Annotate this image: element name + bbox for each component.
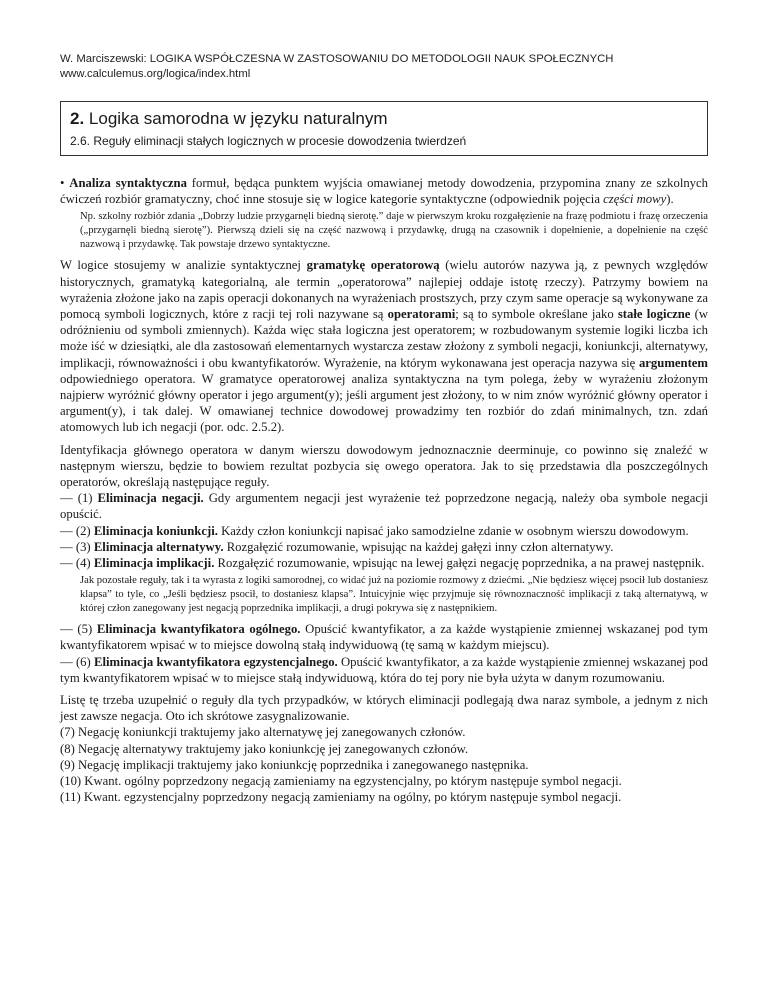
rule-prefix: — (5)	[60, 622, 97, 637]
rule-text: Opuścić kwantyfikator, a za każde wystąpienie zmiennej wskazanej pod tym kwantyfikatorem wpisać w to miejsce dowolną stałą indywiduową (tę samą w każdym miejscu).	[60, 622, 709, 653]
header-author-title: W. Marciszewski: LOGIKA WSPÓŁCZESNA W ZASTOSOWANIU DO METODOLOGII NAUK SPOŁECZNYCH	[60, 53, 614, 65]
chapter-title-text: Logika samorodna w języku naturalnym	[88, 109, 388, 128]
text: ; są to symbole określane jako	[455, 307, 618, 322]
term-parts-of-speech: części mowy	[603, 192, 667, 207]
rule-5	[60, 621, 708, 653]
note-implication: Jak pozostałe reguły, tak i ta wyrasta z logiki samorodnej, co widać już na poziomie rozmowy z dziećmi. „Nie będziesz więcej psocił lub dostaniesz klapsa” to tyle, co „Jeśli będziesz psocił, to dostaniesz klapsa”. Intuicyjnie więc przyjmuje się równoznaczność implikacji z taką alternatywą, w której człon zanegowany jest negacją poprzednika implikacji, a drugi pokrywa się z następnikiem.	[80, 575, 708, 615]
page	[60, 52, 708, 806]
section-title: 2.6. Reguły eliminacji stałych logicznych w procesie dowodzenia twierdzeń	[70, 134, 467, 148]
rule-8: (8) Negację alternatywy traktujemy jako koniunkcję jej zanegowanych członów.	[60, 741, 469, 756]
rule-9: (9) Negację implikacji traktujemy jako koniunkcję poprzednika i zanegowanego następnika.	[60, 757, 529, 772]
text: formuł, będąca punktem wyjścia omawianej metody dowodzenia, przypomina znany ze szkolnych ćwiczeń rozbiór gramatyczny, choć inne stosuje się w logice kategorie syntaktyczne (odpowiednik pojęcia	[60, 176, 709, 207]
rule-text: Gdy argumentem negacji jest wyrażenie też poprzedzone negacją, należy oba symbole negacji opuścić.	[60, 491, 709, 522]
chapter-number: 2.	[70, 109, 85, 128]
rule-name: Eliminacja negacji.	[97, 491, 204, 506]
running-header	[60, 52, 708, 82]
chapter-title	[70, 108, 698, 130]
rule-prefix: — (4)	[60, 556, 94, 571]
bullet: •	[60, 176, 65, 190]
text: W logice stosujemy w analizie syntaktycznej	[60, 258, 307, 273]
rule-name: Eliminacja koniunkcji.	[93, 523, 218, 538]
rule-name: Eliminacja kwantyfikatora egzystencjalnego.	[94, 654, 338, 669]
paragraph-main-operator: Identyfikacja głównego operatora w danym wierszu dowodowym jednoznacznie deerminuje, co powinno się znaleźć w następnym wierszu, będzie to bowiem rezultat pozbycia się owego operatora. Jak to się przedstawia dla poszczególnych operatorów, określają następujące reguły.	[60, 442, 708, 490]
paragraph-operator-grammar	[60, 257, 708, 435]
paragraph-syntax-analysis	[60, 175, 708, 207]
rule-4	[60, 555, 708, 571]
rule-name: Eliminacja alternatywy.	[93, 539, 224, 554]
rule-text: Rozgałęzić rozumowanie, wpisując na każdej gałęzi inny człon alternatywy.	[223, 539, 614, 554]
header-url: www.calculemus.org/logica/index.html	[60, 68, 251, 80]
term-syntax-analysis: Analiza syntaktyczna	[69, 176, 187, 190]
rule-text: Każdy człon koniunkcji napisać jako samodzielne zdanie w osobnym wierszu dowodowym.	[217, 523, 689, 538]
body-text	[60, 175, 708, 806]
rule-text: Rozgałęzić rozumowanie, wpisując na lewej gałęzi negację poprzednika, a na prawej następnik.	[214, 556, 705, 571]
rule-name: Eliminacja implikacji.	[93, 556, 215, 571]
term-operator-grammar: gramatykę operatorową	[306, 258, 440, 273]
rule-6	[60, 654, 708, 686]
rule-prefix: — (3)	[60, 539, 94, 554]
term-logical-constants: stałe logiczne	[617, 307, 691, 322]
term-argument: argumentem	[638, 355, 708, 370]
paragraph-double-symbols: Listę tę trzeba uzupełnić o reguły dla tych przypadków, w których eliminacji podlegają dwa naraz symbole, a jednym z nich jest zawsze negacja. Oto ich skrótowe zasygnalizowanie.	[60, 693, 708, 724]
rule-11: (11) Kwant. egzystencjalny poprzedzony negacją zamieniamy na ogólny, po którym następuje symbol negacji.	[60, 790, 622, 805]
note-school-parse: Np. szkolny rozbiór zdania „Dobrzy ludzie przygarnęli biedną sierotę.” daje w pierwszym kroku rozgałęzienie na frazę podmiotu i frazę orzeczenia („przygarnęli biedną sierotę”). Pierwszą dzieli się na część nazwową i przydawkę, drugą na czasownik i dopełnienie, a dopełnienie na część nazwową i przydawkę. Tak powstaje drzewo syntaktyczne.	[80, 211, 708, 251]
chapter-box	[60, 101, 708, 156]
text: ).	[666, 192, 674, 207]
rule-prefix: — (1)	[60, 491, 98, 506]
term-operators: operatorami	[387, 307, 456, 322]
text: odpowiedniego operatora. W gramatyce operatorowej analiza syntaktyczna na tym polega, żeby w wyrażeniu złożonym najpierw wyróżnić główny operator i jego argument(y); jeśli argument jest złożony, to w nim znów wyróżnić główny operator i argument(y), i tak dalej. W omawianej technice dowodowej prowadzimy ten rozbiór do zdań minimalnych, tzn. zdań atomowych lub ich negacji (por. odc. 2.5.2).	[60, 371, 708, 435]
rule-10: (10) Kwant. ogólny poprzedzony negacją zamieniamy na egzystencjalny, po którym następuje symbol negacji.	[60, 774, 622, 789]
rule-prefix: — (6)	[60, 654, 95, 669]
text: (w odróżnieniu od symboli zmiennych). Każda więc stała logiczna jest operatorem; w rozbudowanym systemie logiki liczba ich może iść w dziesiątki, ale dla zastosowań elementarnych wystarcza zestaw złożony z symboli negacji, koniunkcji, alternatywy, implikacji, równoważności i obu kwantyfikatorów. Wyrażenie, na którym wykonawana jest operacja nazywa się	[60, 307, 709, 370]
text: (wielu autorów nazywa ją, z pewnych względów historycznych, gramatyką kategorialną, ale termin „operatorowa” najlepiej oddaje istotę rzeczy). Patrzymy bowiem na wyrażenia złożone jako na zapis operacji dokonanych na wyrażeniach prostszych, przy czym same operacje są wykonywane za pomocą symboli logicznych, które z racji tej roli nazywane są	[60, 258, 708, 322]
rule-2	[60, 523, 708, 539]
rule-text: Opuścić kwantyfikator, a za każde wystąpienie zmiennej wskazanej pod tym kwantyfikatorem wpisać w to miejsce stałą indywiduową, która do tej pory nie była użyta w danym rozumowaniu.	[60, 654, 708, 685]
rule-7: (7) Negację koniunkcji traktujemy jako alternatywę jej zanegowanych członów.	[60, 725, 466, 740]
rule-prefix: — (2)	[60, 523, 94, 538]
rule-1	[60, 490, 708, 522]
rule-3	[60, 539, 708, 555]
rule-name: Eliminacja kwantyfikatora ogólnego.	[96, 622, 301, 637]
